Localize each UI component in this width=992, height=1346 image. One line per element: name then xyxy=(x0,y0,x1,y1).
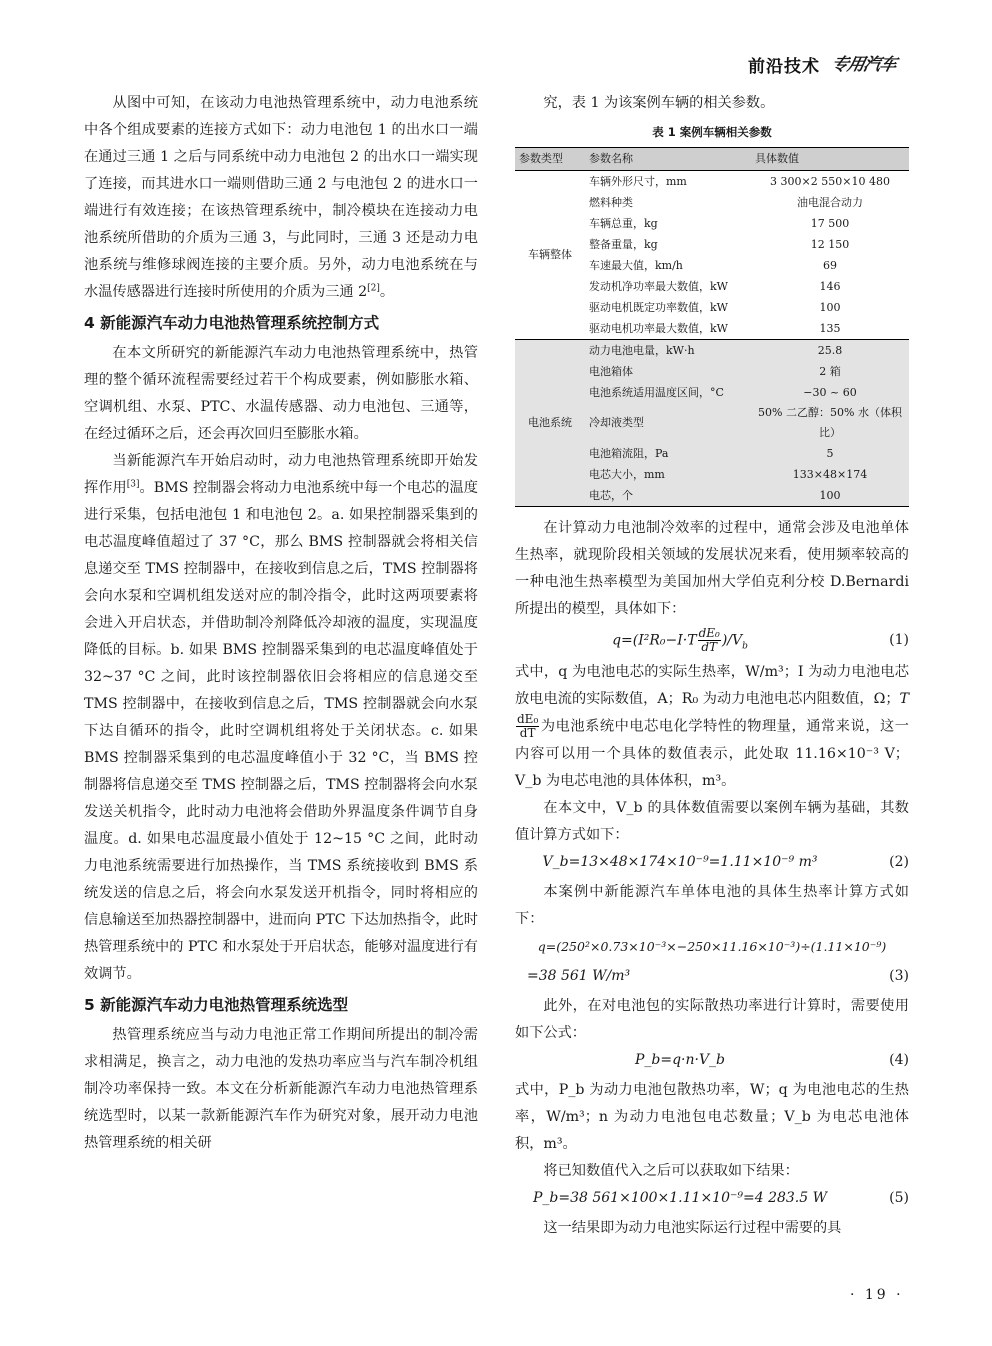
paragraph: 在本文所研究的新能源汽车动力电池热管理系统中，热管理的整个循环流程需要经过若干个构成要素，例如膨胀水箱、空调机组、水泵、PTC、水温传感器、动力电池包、三通等，在经过循环之后，还会再次回归至膨胀水箱。 xyxy=(84,345,478,442)
table-cell: 5 xyxy=(751,443,909,464)
table-cell: 整备重量，kg xyxy=(589,237,658,251)
paragraph-end: 。 xyxy=(379,284,395,300)
equation-expression: q=(I²R₀−I·T $\frac{\text{dE₀}}{dT}$ )$/V_b$ xyxy=(612,626,748,654)
table-cell: 电池箱体 xyxy=(585,361,751,382)
table-row xyxy=(515,171,909,193)
table-title: 表 1 案例车辆相关参数 xyxy=(652,125,772,139)
page-header xyxy=(0,0,992,90)
table-category: 电池系统 xyxy=(515,340,585,507)
page-number: · 19 · xyxy=(850,1287,904,1303)
paragraph: 热管理系统应当与动力电池正常工作期间所提出的制冷需求相满足，换言之，动力电池的发热功率应当与汽车制冷机组制冷功率保持一致。本文在分析新能源汽车动力电池热管理系统选型时，以某一款新能源汽车作为研究对象，展开动力电池热管理系统的相关研 xyxy=(84,1027,478,1151)
paragraph-text: 为电池系统中电芯电化学特性的物理量，通常来说，这一内容可以用一个具体的数值表示，此处取 11.16×10⁻³ V；V_b 为电芯电池的具体体积，m³。 xyxy=(515,718,909,789)
paragraph: 在计算动力电池制冷效率的过程中，通常会涉及电池单体生热率，就现阶段相关领域的发展状况来看，使用频率较高的一种电池生热率模型为美国加州大学伯克利分校 D.Bernardi 所提出的模型，具体如下： xyxy=(515,520,909,617)
equation-3b xyxy=(515,963,909,993)
equation-number: (1) xyxy=(889,632,909,648)
table-cell: 冷却液类型 xyxy=(585,403,751,443)
citation: [2] xyxy=(367,283,380,294)
paragraph: 式中，P_b 为动力电池包散热功率，W；q 为电池电芯的生热率，W/m³；n 为动力电池包电芯数量；V_b 为电芯电池体积，m³。 xyxy=(515,1081,909,1152)
table-cell: 146 xyxy=(819,279,841,293)
table-cell: 电芯大小，mm xyxy=(585,464,751,485)
table-cell: 动力电池电量，kW·h xyxy=(585,340,751,362)
table-cell: 驱动电机既定功率数值，kW xyxy=(589,300,728,314)
table-cell: 3 300×2 550×10 480 xyxy=(770,174,890,188)
equation-number: (4) xyxy=(889,1051,909,1068)
table-cell: 燃料种类 xyxy=(589,195,633,209)
table-cell: 油电混合动力 xyxy=(797,195,863,209)
table-cell: 车辆外形尺寸，mm xyxy=(589,174,687,188)
table-cell: 车辆总重，kg xyxy=(589,216,658,230)
paragraph: 将已知数值代入之后可以获取如下结果： xyxy=(543,1162,799,1179)
equation-expression: =38 561 W/m³ xyxy=(527,967,631,984)
table-cell: 12 150 xyxy=(810,237,850,251)
section-heading-5: 5 新能源汽车动力电池热管理系统选型 xyxy=(84,996,349,1014)
right-column xyxy=(515,90,909,1242)
table-cell: 69 xyxy=(823,258,837,272)
fraction: $\frac{\text{dE₀}}{dT}$ xyxy=(698,626,720,654)
table-cell: 25.8 xyxy=(751,340,909,362)
paragraph: 在本文中，V_b 的具体数值需要以案例车辆为基础，其数值计算方式如下： xyxy=(515,799,909,843)
table-cell: 2 箱 xyxy=(751,361,909,382)
citation: [3] xyxy=(126,479,140,490)
equation-number: (2) xyxy=(889,853,909,870)
equation-number: (3) xyxy=(889,967,909,984)
paragraph xyxy=(84,90,478,306)
equation-number: (5) xyxy=(889,1189,909,1206)
equation-expression: P_b=q·n·V_b xyxy=(634,1051,726,1068)
table-category: 车辆整体 xyxy=(528,248,572,261)
table-cell: 电芯，个 xyxy=(585,485,751,507)
table-cell: 车速最大值，km/h xyxy=(589,258,683,272)
equation-expression: V_b=13×48×174×10⁻⁹=1.11×10⁻⁹ m³ xyxy=(542,853,818,870)
fraction: $\frac{\text{dE₀}}{dT}$ xyxy=(517,712,539,740)
paragraph-text: 。BMS 控制器会将动力电池系统中每一个电芯的温度进行采集，包括电池包 1 和电池包 2。a. 如果控制器采集到的电芯温度峰值超过了 37 °C，那么 BMS 控制器就会将相关信息递交至 TMS 控制器中，在接收到信息之后，TMS 控制器将会向水泵和空调机组发送对应的制冷指令，此时这两项要素将会进入开启状态，并借助制冷剂降低冷却液的温度，实现温度降低的目标。b. 如果 BMS 控制器采集到的电芯温度峰值处于 32~37 °C 之间，此时该控制器依旧会将相应的信息递交至 TMS 控制器中，在接收到信息之后，TMS 控制器就会向水泵下达自循环的指令，此时空调机组将处于关闭状态。c. 如果 BMS 控制器采集到的电芯温度峰值小于 32 °C，当 BMS 控制器将信息递交至 TMS 控制器之后，TMS 控制器将会向水泵发送关机指令，此时动力电池将会借助外界温度条件调节自身温度。d. 如果电芯温度最小值处于 12~15 °C 之间，此时动力电池系统需要进行加热操作，当 TMS 系统接收到 BMS 系统发送的信息之后，将会向水泵发送开机指令，同时将相应的信息输送至加热器控制器中，进而向 PTC 下达加热指令，此时热管理系统中的 PTC 和水泵处于开启状态，能够对温度进行有效调节。 xyxy=(84,480,478,982)
vehicle-group xyxy=(515,171,909,340)
table-header-row xyxy=(515,148,909,171)
paragraph-text: 式中，q 为电池电芯的实际生热率，W/m³；I 为动力电池电芯放电电流的实际数值，A；R₀ 为动力电池电芯内阻数值，Ω； xyxy=(515,664,909,707)
left-column xyxy=(84,90,478,1157)
equation-expression: P_b=38 561×100×1.11×10⁻⁹=4 283.5 W xyxy=(532,1189,827,1206)
paragraph: 此外，在对电池包的实际散热功率进行计算时，需要使用如下公式： xyxy=(515,997,909,1041)
table-cell: 电池箱流阻，Pa xyxy=(585,443,751,464)
table-cell: 100 xyxy=(751,485,909,507)
equation-5 xyxy=(515,1185,909,1215)
paragraph-text: 当新能源汽车开始启动时，动力电池热管理系统即开始发挥作用 xyxy=(84,453,478,496)
equation-1 xyxy=(515,623,909,659)
equation-4 xyxy=(515,1047,909,1077)
paragraph: 本案例中新能源汽车单体电池的具体生热率计算方式如下： xyxy=(515,883,909,927)
table-cell: 50% 二乙醇：50% 水（体积比） xyxy=(751,403,909,443)
table-cell: 发动机净功率最大数值，kW xyxy=(589,279,728,293)
table-cell: 100 xyxy=(819,300,841,314)
table-row xyxy=(515,340,909,362)
section-heading-4: 4 新能源汽车动力电池热管理系统控制方式 xyxy=(84,314,380,332)
table-header: 具体数值 xyxy=(751,148,909,171)
table-cell: 133×48×174 xyxy=(751,464,909,485)
paragraph-text: 从图中可知，在该动力电池热管理系统中，动力电池系统中各个组成要素的连接方式如下：动力电池包 1 的出水口一端在通过三通 1 之后与同系统中动力电池包 2 的出水口一端实现了连接，而其进水口一端则借助三通 2 与电池包 2 的进水口一端进行有效连接；在该热管理系统中，制冷模块在连接动力电池系统所借助的介质为三通 3，与此同时，三通 3 还是动力电池系统与维修球阀连接的主要介质。另外，动力电池系统在与水温传感器进行连接时所使用的介质为三通 2 xyxy=(84,95,478,300)
equation-3a xyxy=(515,933,909,963)
section-title: 前沿技术 xyxy=(748,57,820,77)
equation-2 xyxy=(515,849,909,879)
table-cell: 135 xyxy=(819,321,841,335)
table-cell: 驱动电机功率最大数值，kW xyxy=(589,321,728,335)
battery-group xyxy=(515,340,909,507)
equation-expression: q=(250²×0.73×10⁻³×−250×11.16×10⁻³)÷(1.11×10⁻⁹) xyxy=(537,938,887,954)
table-cell: 17 500 xyxy=(810,216,850,230)
table-cell: −30 ~ 60 xyxy=(751,382,909,403)
table-header: 参数类型 xyxy=(515,148,585,171)
journal-logo: 专用汽车 xyxy=(829,55,898,75)
paragraph: 这一结果即为动力电池实际运行过程中需要的具 xyxy=(543,1219,842,1236)
parameters-table xyxy=(515,147,909,507)
paragraph: 究，表 1 为该案例车辆的相关参数。 xyxy=(543,95,775,111)
paragraph xyxy=(84,448,478,988)
table-cell: 电池系统适用温度区间，°C xyxy=(585,382,751,403)
table-header: 参数名称 xyxy=(585,148,751,171)
paragraph: 式中，q 为电池电芯的实际生热率，W/m³；I 为动力电池电芯放电电流的实际数值，A；R₀ 为动力电池电芯内阻数值，Ω；T $\frac{\text{dE₀}}{dT}$ 为电池系统中电芯电化学特性的物理量，通常来说，这一内容可以用一个具体的数值表示，此处取 11.16×10⁻³ V；V_b 为电芯电池的具体体积，m³。 xyxy=(515,664,909,789)
